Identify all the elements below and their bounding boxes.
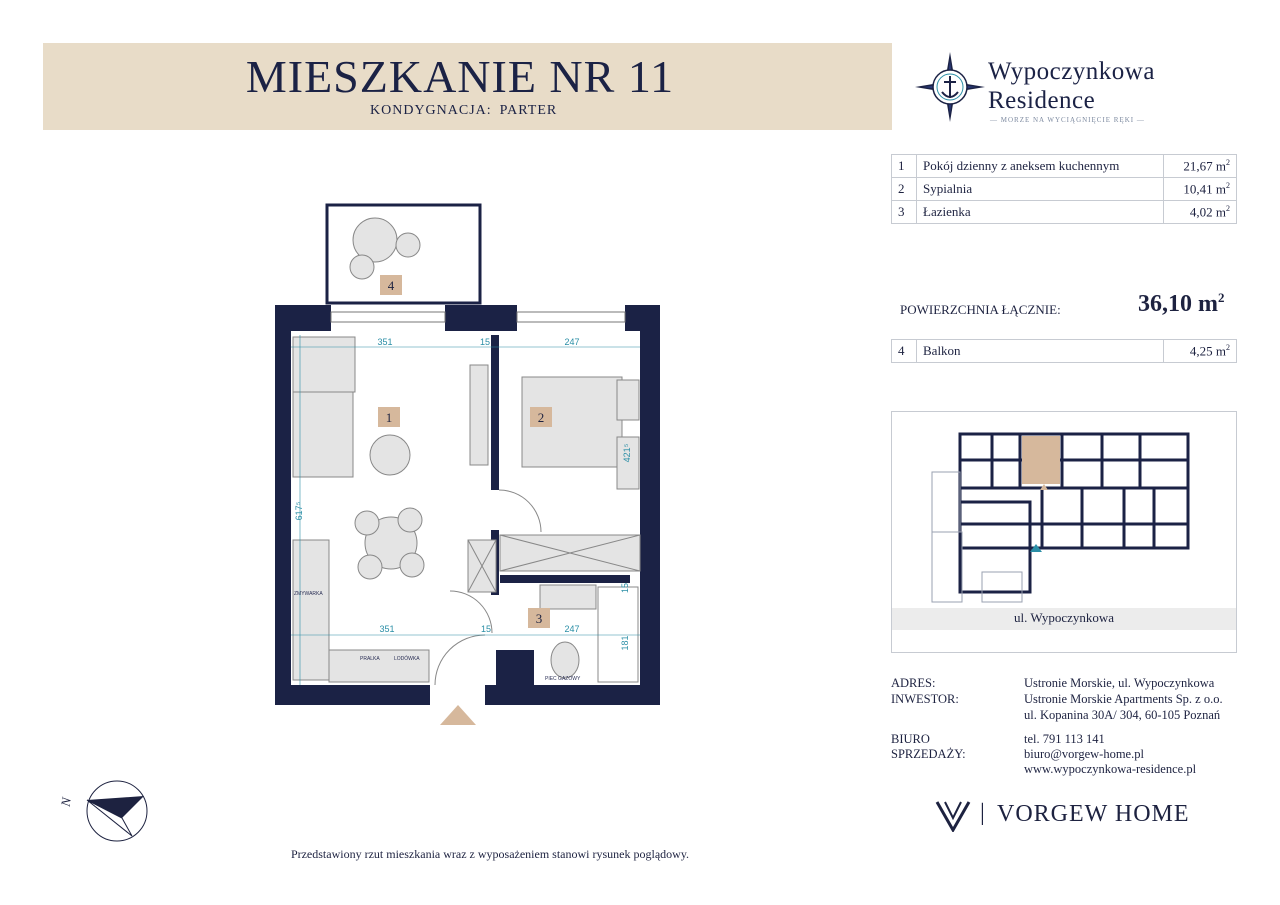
dimension-label: 15	[479, 337, 491, 347]
office-label-2: SPRZEDAŻY:	[891, 747, 966, 761]
fixture-label: ZMYWARKA	[294, 591, 323, 597]
brand-tagline: — MORZE NA WYCIĄGNIĘCIE RĘKI —	[990, 116, 1145, 124]
vorgew-logo-icon	[935, 800, 975, 832]
developer-divider: |	[980, 800, 985, 826]
room-name: Sypialnia	[917, 178, 1164, 201]
tv-cabinet	[470, 365, 488, 465]
table-row	[892, 340, 1237, 363]
investor-label: INWESTOR:	[891, 692, 959, 706]
kitchen-appliances	[329, 650, 429, 682]
fixture-label: PIEC GAZOWY	[545, 676, 581, 682]
room-label-2: 2	[537, 410, 545, 425]
unit-superscript: 2	[1218, 290, 1225, 305]
unit-superscript: 2	[1226, 203, 1230, 213]
page-title: MIESZKANIE NR 11	[245, 51, 675, 102]
unit-superscript: 2	[1226, 342, 1230, 352]
room-area	[1164, 155, 1237, 178]
shower	[598, 587, 638, 682]
room-number: 4	[892, 340, 917, 363]
unit-superscript: 2	[1226, 180, 1230, 190]
brand-name-line1: Wypoczynkowa	[988, 58, 1155, 85]
floor-subtitle	[370, 103, 565, 119]
table-row	[892, 201, 1237, 224]
room-number: 2	[892, 178, 917, 201]
north-label: N	[57, 796, 74, 808]
building-key-plan-drawing	[892, 412, 1236, 608]
room-name: Balkon	[917, 340, 1164, 363]
dimension-label: 15	[480, 624, 492, 634]
dimension-label: 247	[564, 624, 580, 634]
total-area-label: POWIERZCHNIA ŁĄCZNIE:	[900, 302, 1061, 317]
room-area-value: 21,67 m	[1183, 158, 1226, 174]
room-number: 3	[892, 201, 917, 224]
table-row	[892, 155, 1237, 178]
compass-rose-logo-icon	[915, 52, 985, 122]
dimension-label: 351	[377, 337, 393, 347]
investor-name: Ustronie Morskie Apartments Sp. z o.o.	[1024, 692, 1223, 706]
table-row	[892, 178, 1237, 201]
nightstand	[617, 380, 639, 420]
dimension-label: 181	[620, 635, 630, 651]
dimension-label: 617⁵	[294, 501, 304, 521]
total-area-number: 36,10 m	[1138, 291, 1218, 317]
entrance-marker	[440, 705, 476, 725]
north-compass-icon	[84, 778, 150, 844]
dimension-label: 15	[620, 582, 630, 594]
room-area	[1164, 201, 1237, 224]
investor-address: ul. Kopanina 30A/ 304, 60-105 Poznań	[1024, 708, 1221, 722]
fixture-label: PRALKA	[360, 656, 380, 662]
dimension-label: 421⁵	[622, 443, 632, 463]
sofa	[293, 392, 353, 477]
room-label-1: 1	[385, 410, 393, 425]
room-area-value: 10,41 m	[1183, 181, 1226, 197]
floor-value: PARTER	[499, 103, 558, 118]
address-label: ADRES:	[891, 676, 936, 690]
highlighted-apartment	[1022, 436, 1060, 484]
dimension-label: 247	[564, 337, 580, 347]
room-number: 1	[892, 155, 917, 178]
phone-number[interactable]: tel. 791 113 141	[1024, 732, 1105, 746]
floor-plan	[260, 195, 680, 735]
office-label: BIURO	[891, 732, 930, 746]
room-area	[1164, 340, 1237, 363]
room-name: Pokój dzienny z aneksem kuchennym	[917, 155, 1164, 178]
room-label-4: 4	[387, 278, 395, 293]
toilet	[551, 642, 579, 678]
coffee-table	[370, 435, 410, 475]
unit-superscript: 2	[1226, 157, 1230, 167]
balcony-table	[891, 339, 1237, 363]
kitchen-counter	[293, 540, 329, 680]
address-value: Ustronie Morskie, ul. Wypoczynkowa	[1024, 676, 1215, 690]
room-area	[1164, 178, 1237, 201]
room-area-value: 4,02 m	[1189, 204, 1226, 220]
room-name: Łazienka	[917, 201, 1164, 224]
total-area-value	[1138, 290, 1225, 318]
disclaimer-footnote: Przedstawiony rzut mieszkania wraz z wyposażeniem stanowi rysunek poglądowy.	[290, 847, 690, 861]
email-link[interactable]: biuro@vorgew-home.pl	[1024, 747, 1144, 761]
room-area-value: 4,25 m	[1189, 343, 1226, 359]
website-link[interactable]: www.wypoczynkowa-residence.pl	[1024, 762, 1197, 776]
developer-name: VORGEW HOME	[997, 801, 1190, 827]
dimension-label: 351	[379, 624, 395, 634]
room-label-3: 3	[535, 611, 543, 626]
floor-label: KONDYGNACJA:	[370, 103, 492, 118]
sofa-section	[293, 337, 355, 392]
brand-name-line2: Residence	[988, 87, 1096, 114]
street-name: ul. Wypoczynkowa	[1013, 610, 1115, 625]
rooms-table	[891, 154, 1237, 224]
fixture-label: LODÓWKA	[394, 656, 420, 662]
washbasin	[540, 585, 596, 609]
